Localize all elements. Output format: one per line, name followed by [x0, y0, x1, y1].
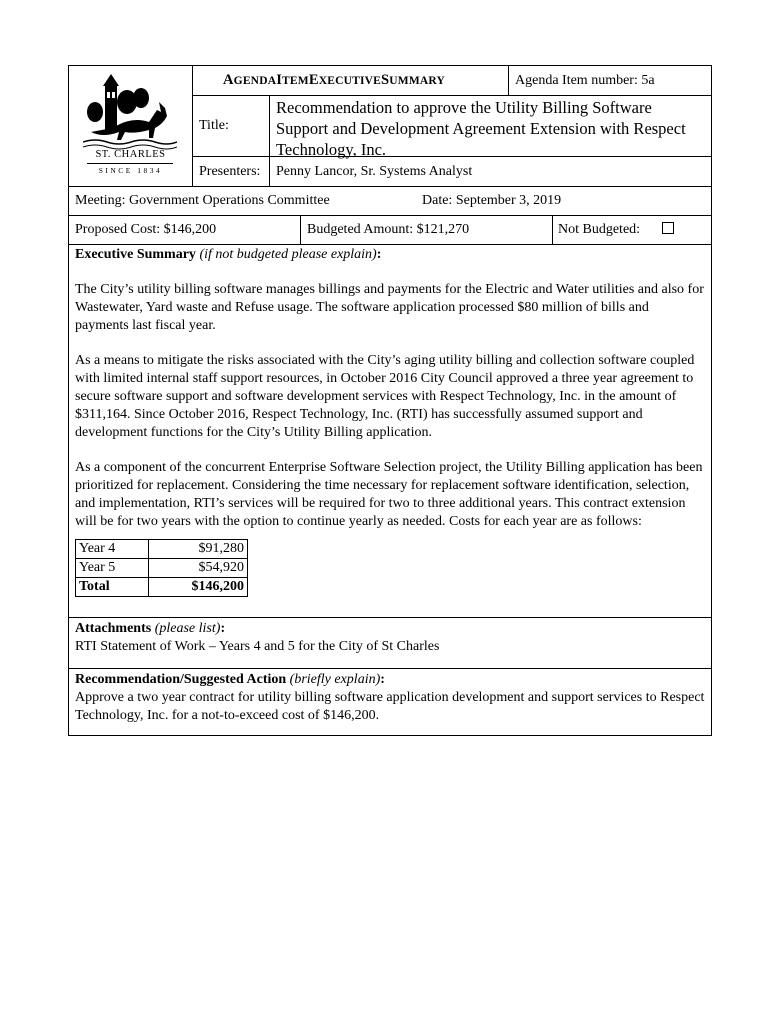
- table-row: [76, 578, 248, 597]
- cost-table: [75, 539, 248, 597]
- not-budgeted-cell: [553, 216, 711, 244]
- year-label: Year 4: [76, 540, 149, 559]
- header-title-row: [193, 66, 711, 96]
- year-label: Year 5: [76, 559, 149, 578]
- not-budgeted-label: Not Budgeted:: [558, 222, 641, 237]
- table-row: [76, 540, 248, 559]
- header-fields: [193, 66, 711, 186]
- summary-paragraph-2: As a means to mitigate the risks associated with the City’s aging utility billing and collection software coupled with limited internal staff support resources, in October 2016 City Council approved a three year agreement to secure software support and software development services with Respect Technology, Inc. in the amount of $311,164. Since October 2016, Respect Technology, Inc. (RTI) has successfully assumed support and development functions for the City’s Utility Billing application.: [75, 353, 695, 440]
- table-row: [76, 559, 248, 578]
- executive-summary-heading: Executive Summary (if not budgeted please explain):: [75, 247, 382, 262]
- title-label: Title:: [193, 96, 270, 156]
- logo-divider: [87, 163, 173, 164]
- proposed-cost: Proposed Cost: $146,200: [69, 216, 301, 244]
- meeting-row: [69, 187, 711, 216]
- presenters-value: Penny Lancor, Sr. Systems Analyst: [276, 163, 473, 179]
- meeting-date: Date: September 3, 2019: [422, 193, 562, 208]
- attachments-heading: Attachments (please list):: [75, 621, 226, 636]
- recommendation-section: [69, 669, 711, 735]
- document-header: [69, 66, 711, 187]
- agenda-item-number: Agenda Item number: 5a: [508, 66, 711, 95]
- recommendation-title: Recommendation to approve the Utility Billing Software Support and Development Agreement Extension with Respect Technology, Inc.: [276, 98, 686, 159]
- city-logo: [69, 66, 193, 186]
- summary-paragraph-3: As a component of the concurrent Enterprise Software Selection project, the Utility Billing application has been prioritized for replacement. Considering the time necessary for replacement software identification, selection, and implementation, RTI’s services will be required for two to three additional years. This contract extension will be for two years with the option to continue yearly as needed. Costs for each year are as follows:: [75, 460, 703, 529]
- year-cost: $54,920: [149, 559, 248, 578]
- logo-city-name: ST. CHARLES: [95, 149, 166, 160]
- presenters-row: [193, 157, 711, 186]
- total-label: Total: [76, 578, 149, 597]
- attachments-section: [69, 618, 711, 669]
- executive-summary-section: [69, 245, 711, 618]
- page-title: A GENDA I TEM E XECUTIVE S UMMARY: [223, 72, 446, 88]
- agenda-document: [68, 65, 712, 736]
- recommendation-heading: Recommendation/Suggested Action (briefly explain):: [75, 672, 385, 687]
- presenters-label: Presenters:: [193, 157, 270, 186]
- fox-tower-logo-icon: [83, 72, 177, 150]
- recommendation-text: Approve a two year contract for utility billing software application development and support services to Respect Technology, Inc. for a not-to-exceed cost of $146,200.: [75, 690, 705, 723]
- cost-row: [69, 216, 711, 245]
- meeting-name: Meeting: Government Operations Committee: [75, 193, 330, 208]
- not-budgeted-checkbox[interactable]: [662, 222, 674, 234]
- year-cost: $91,280: [149, 540, 248, 559]
- budgeted-amount: Budgeted Amount: $121,270: [301, 216, 553, 244]
- logo-since: SINCE 1834: [98, 166, 163, 175]
- summary-paragraph-1: The City’s utility billing software manages billings and payments for the Electric and Water utilities and also for Wastewater, Yard waste and Refuse usage. The software application processed $80 million of bills and payments last fiscal year.: [75, 282, 704, 333]
- attachments-text: RTI Statement of Work – Years 4 and 5 for the City of St Charles: [75, 639, 440, 654]
- title-row: [193, 96, 711, 157]
- total-cost: $146,200: [149, 578, 248, 597]
